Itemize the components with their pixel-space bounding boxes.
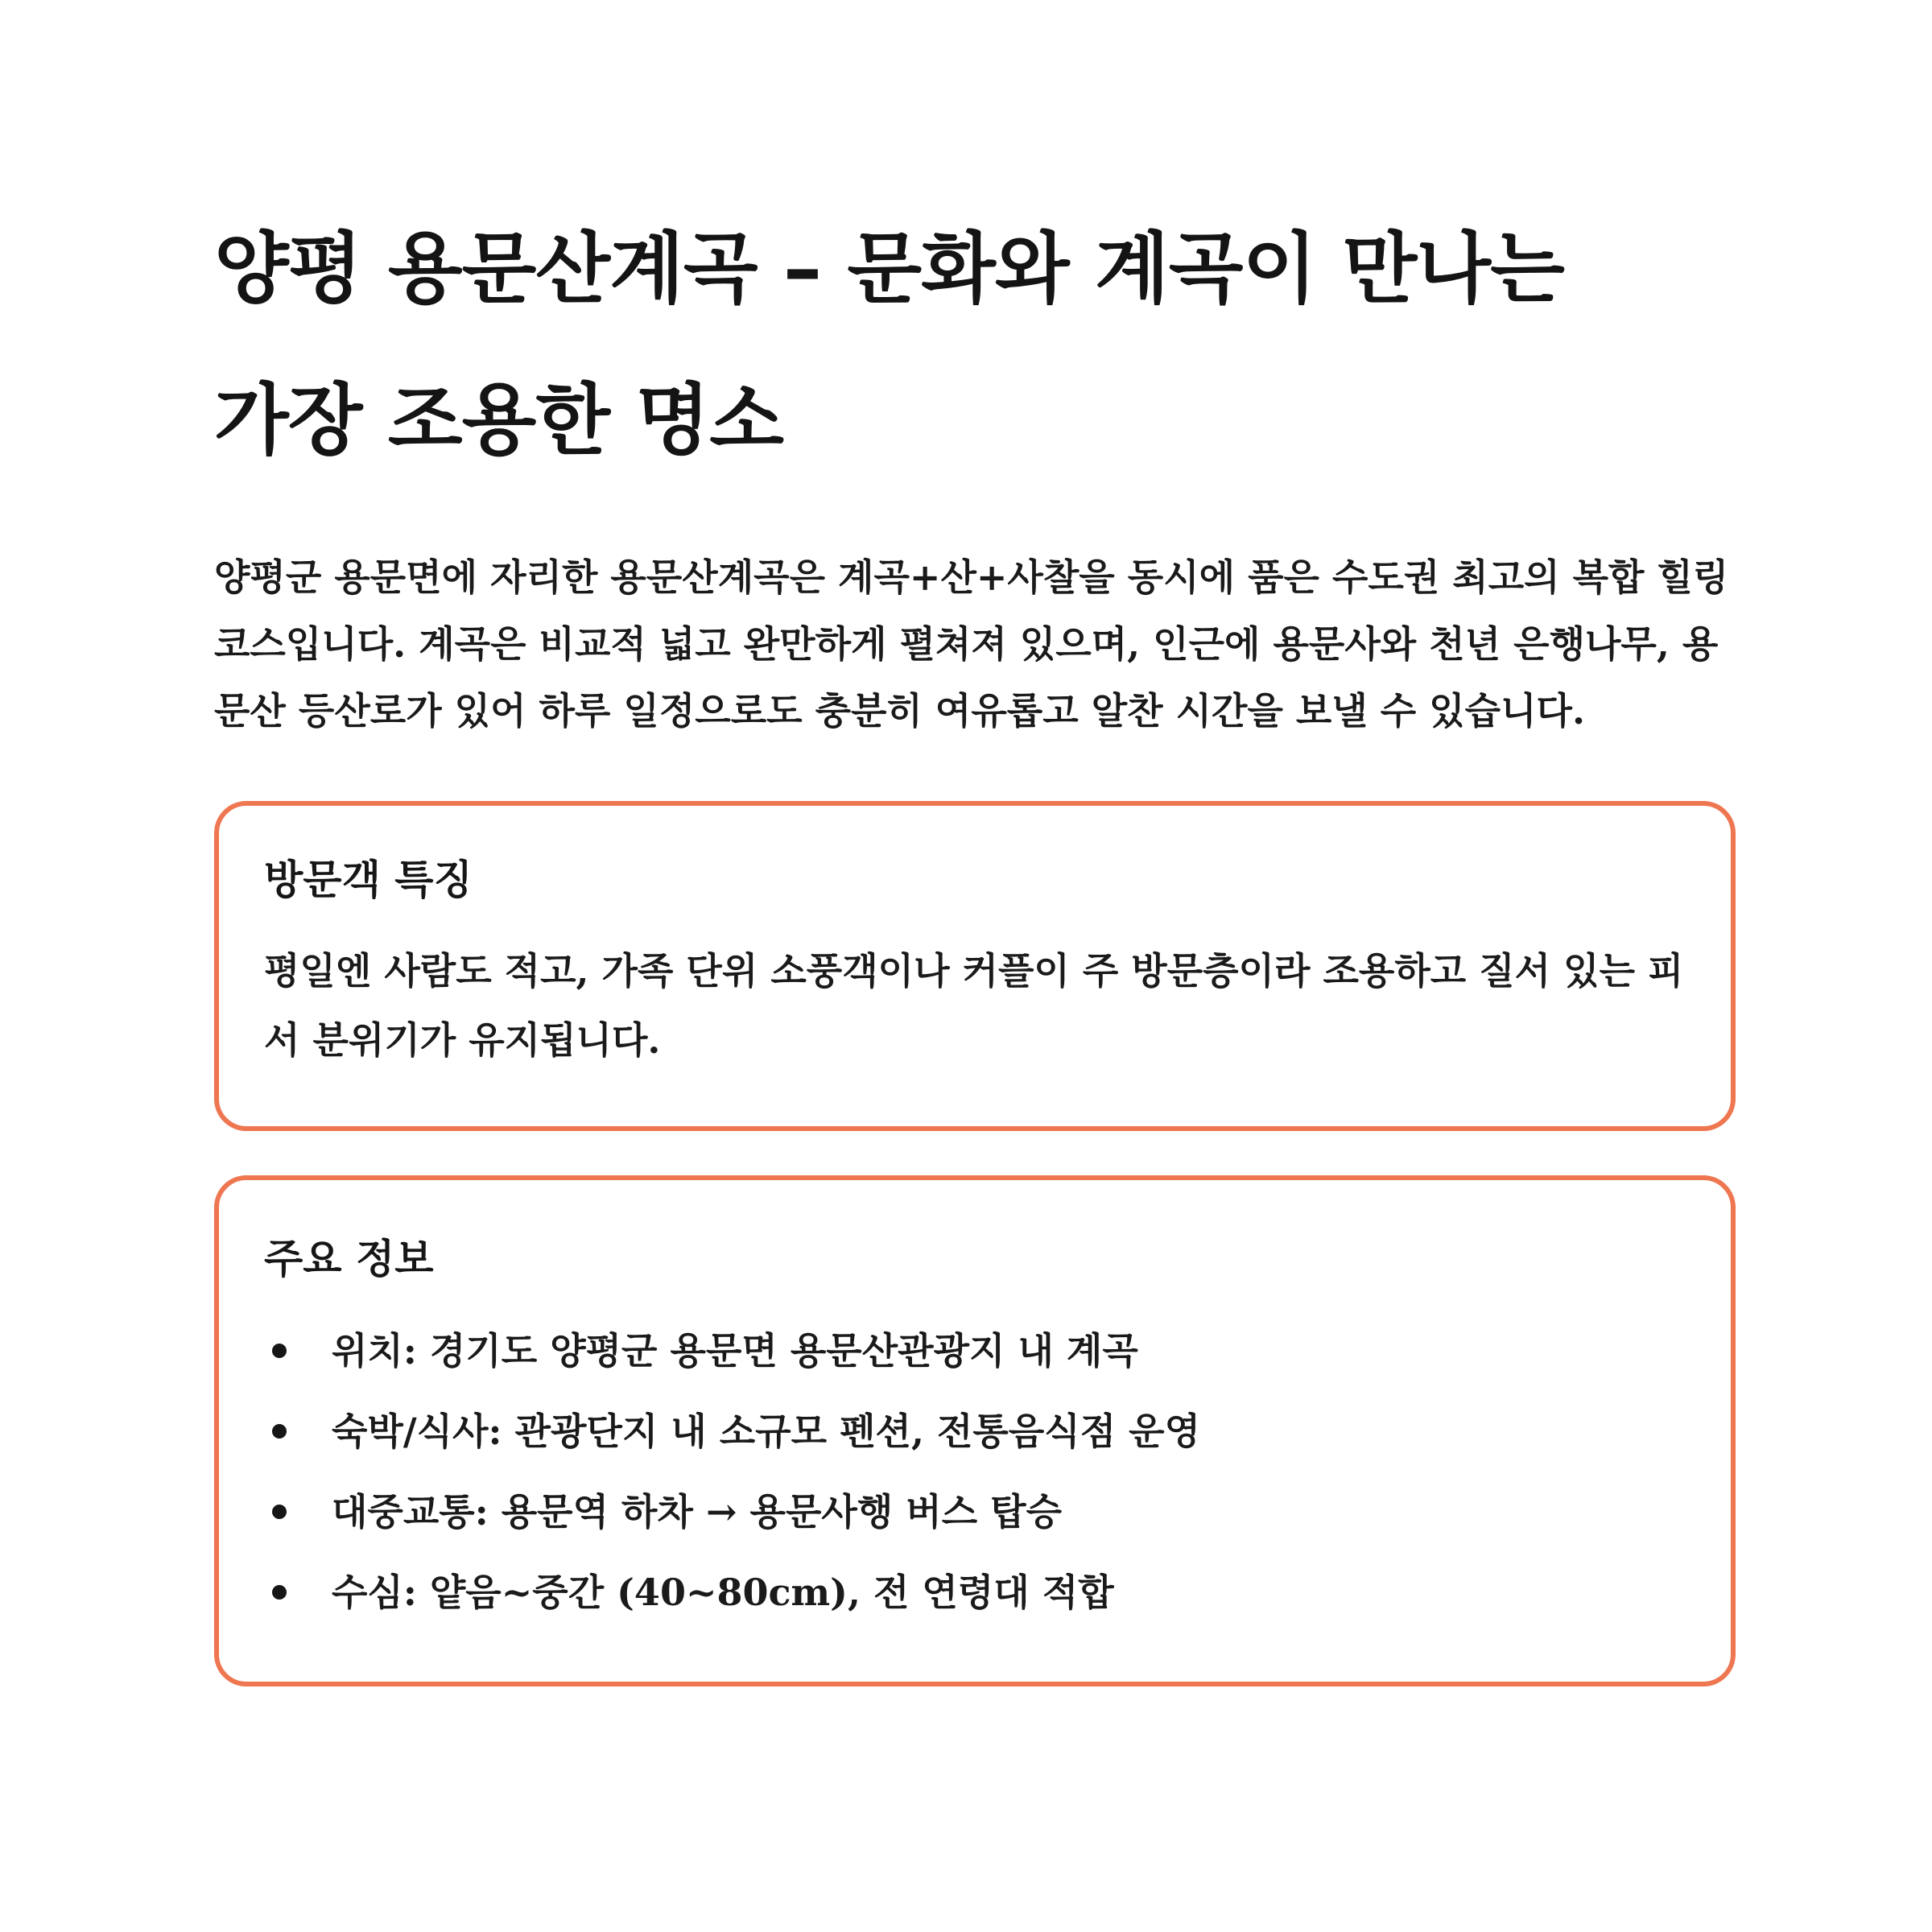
- bullet-icon: [272, 1505, 287, 1519]
- visitor-features-text: 평일엔 사람도 적고, 가족 단위 소풍객이나 커플이 주 방문층이라 조용하고 질서 있는 피서 분위기가 유지됩니다.: [264, 949, 1684, 1062]
- list-item-text: 대중교통: 용문역 하차 → 용문사행 버스 탑승: [332, 1490, 1063, 1534]
- article: [214, 193, 1736, 1686]
- list-item-transport: [264, 1472, 1686, 1552]
- bullet-icon: [272, 1344, 287, 1358]
- intro-paragraph: 양평군 용문면에 자리한 용문산계곡은 계곡+산+사찰을 동시에 품은 수도권 최고의 복합 힐링 코스입니다. 계곡은 비교적 넓고 완만하게 펼쳐져 있으며, 인근에 용문사와 천년 은행나무, 용문산 등산로가 있어 하루 일정으로도 충분히 여유롭고 알찬 시간을 보낼 수 있습니다.: [214, 555, 1729, 733]
- key-info-title: 주요 정보: [264, 1236, 434, 1282]
- title-line-2: 가장 조용한 명소: [214, 375, 783, 465]
- visitor-features-card: [214, 801, 1736, 1131]
- list-item-text: 숙박/식사: 관광단지 내 소규모 펜션, 전통음식점 운영: [332, 1410, 1201, 1453]
- page-title: [214, 193, 1736, 496]
- list-item-lodging: [264, 1391, 1686, 1472]
- list-item-location: [264, 1311, 1686, 1391]
- bullet-icon: [272, 1585, 287, 1600]
- list-item-depth: [264, 1552, 1686, 1633]
- list-item-text: 위치: 경기도 양평군 용문면 용문산관광지 내 계곡: [332, 1329, 1138, 1373]
- key-info-card: [214, 1175, 1736, 1686]
- list-item-text: 수심: 얕음~중간 (40~80cm), 전 연령대 적합: [332, 1571, 1114, 1614]
- title-line-1: 양평 용문산계곡 – 문화와 계곡이 만나는: [214, 224, 1564, 314]
- bullet-icon: [272, 1424, 287, 1439]
- key-info-list: [264, 1311, 1686, 1633]
- visitor-features-title: 방문객 특징: [264, 857, 473, 903]
